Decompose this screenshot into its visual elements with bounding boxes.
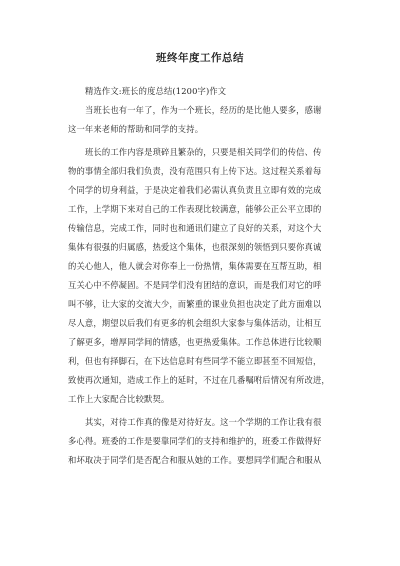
text-line: 工作上大家配合比较默契。 xyxy=(68,394,170,404)
text-line: 物的事情全部归我们负责，没有范围只有上传下达。这过程关系着每 xyxy=(68,166,322,176)
text-line: 当班长也有一年了，作为一个班长，经历的是比他人要多，感谢 xyxy=(85,105,322,115)
text-line: 这一年来老师的帮助和同学的支持。 xyxy=(68,124,204,134)
text-line: 和坏取决于同学们是否配合和服从她的工作。要想同学们配合和服从 xyxy=(68,455,322,465)
document-title: 班终年度工作总结 xyxy=(156,52,244,64)
text-line: 多心得。班委的工作是要靠同学们的支持和维护的，班委工作做得好 xyxy=(68,436,322,446)
text-line: 尽人意，期望以后我们有更多的机会组织大家参与集体活动，让相互 xyxy=(68,318,322,328)
document-body xyxy=(68,82,341,470)
text-line: 了解更多，增厚同学间的情感，也更热爱集体。工作总体进行比较顺 xyxy=(68,337,322,347)
text-line: 互关心中不停凝固。不是同学们没有团结的意识，而是我们对它的呼 xyxy=(68,280,322,290)
text-line: 其实，对待工作真的像是对待好友。这一个学期的工作让我有很 xyxy=(85,417,322,427)
text-line: 精选作文:班长的度总结(1200字)作文 xyxy=(85,86,227,96)
text-line: 集体有很强的归属感，热爱这个集体，也很深刻的领悟到只要你真诚 xyxy=(68,242,322,252)
text-line: 班长的工作内容是琐碎且繁杂的，只要是相关同学们的传信、传 xyxy=(85,147,322,157)
text-line: 叫不够，让大家的交流大少，而繁重的课业负担也决定了此方面难以 xyxy=(68,299,322,309)
text-line: 致使再次通知，造成工作上的延时，不过在几番嘱咐后情况有所改进， xyxy=(68,375,330,385)
text-line: 个同学的切身利益，于是决定着我们必需认真负责且立即有效的完成 xyxy=(68,185,322,195)
text-line: 传输信息，完成工作，同时也和通讯们建立了良好的关系，对这个大 xyxy=(68,223,322,233)
text-line: 的关心他人，他人就会对你奉上一份热情，集体需要在互帮互助，相 xyxy=(68,261,322,271)
text-line: 工作，上学期下来对自己的工作表现比较满意，能够公正公平立即的 xyxy=(68,204,322,214)
text-line: 利，但也有择脚石，在下达信息时有些同学不能立即甚至不回短信， xyxy=(68,356,322,366)
